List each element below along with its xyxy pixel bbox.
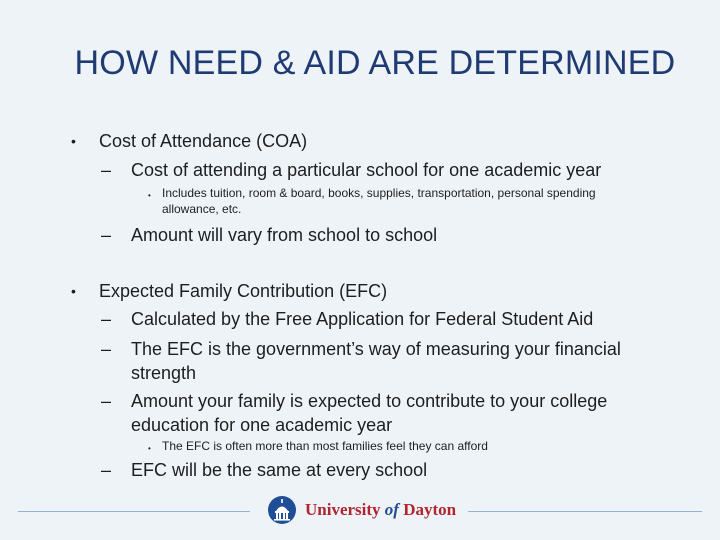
bullet-coa (71, 131, 308, 152)
dash-marker: – (101, 391, 112, 411)
dash-marker: – (101, 160, 112, 180)
footer-divider-right (468, 511, 702, 512)
footer-divider-left (18, 511, 250, 512)
sub-bullet-efc-4 (101, 460, 428, 481)
slide-title: HOW NEED & AID ARE DETERMINED (74, 44, 676, 82)
sub-bullet-efc-1-text: Calculated by the Free Application for Federal Student Aid (131, 309, 594, 329)
bullet-efc (71, 281, 388, 302)
university-name (305, 500, 456, 520)
sub-bullet-efc-3-line2: education for one academic year (131, 415, 393, 435)
sub-bullet-coa-1-text: Cost of attending a particular school for one academic year (131, 160, 602, 180)
detail-efc-3 (148, 438, 488, 454)
bullet-marker: • (71, 283, 76, 299)
sub-bullet-efc-2-line2: strength (131, 363, 197, 383)
small-bullet-marker: • (148, 191, 151, 200)
sub-bullet-coa-2-text: Amount will vary from school to school (131, 225, 438, 245)
sub-bullet-efc-2 (101, 337, 621, 385)
detail-coa-1-line2: allowance, etc. (162, 202, 242, 216)
sub-bullet-efc-3-line1: Amount your family is expected to contribute to your college (131, 391, 608, 411)
chapel-dome-icon (268, 496, 296, 524)
sub-bullet-efc-4-text: EFC will be the same at every school (131, 460, 428, 480)
sub-bullet-coa-2 (101, 225, 438, 246)
sub-bullet-efc-1 (101, 309, 594, 330)
detail-efc-3-text: The EFC is often more than most families feel they can afford (162, 439, 488, 453)
logo-word-university: University (305, 500, 385, 519)
dash-marker: – (101, 225, 112, 245)
dash-marker: – (101, 460, 112, 480)
detail-coa-1-line1: Includes tuition, room & board, books, supplies, transportation, personal spending (162, 186, 596, 200)
logo-word-dayton: Dayton (398, 500, 457, 519)
detail-coa-1 (148, 185, 596, 217)
dash-marker: – (101, 339, 112, 359)
sub-bullet-efc-2-line1: The EFC is the government’s way of measuring your financial (131, 339, 621, 359)
logo-word-of: of (384, 500, 399, 519)
bullet-efc-text: Expected Family Contribution (EFC) (99, 281, 388, 301)
small-bullet-marker: • (148, 444, 151, 453)
dash-marker: – (101, 309, 112, 329)
bullet-marker: • (71, 133, 76, 149)
university-logo (268, 494, 456, 526)
bullet-coa-text: Cost of Attendance (COA) (99, 131, 308, 151)
sub-bullet-efc-3 (101, 389, 608, 437)
sub-bullet-coa-1 (101, 160, 602, 181)
